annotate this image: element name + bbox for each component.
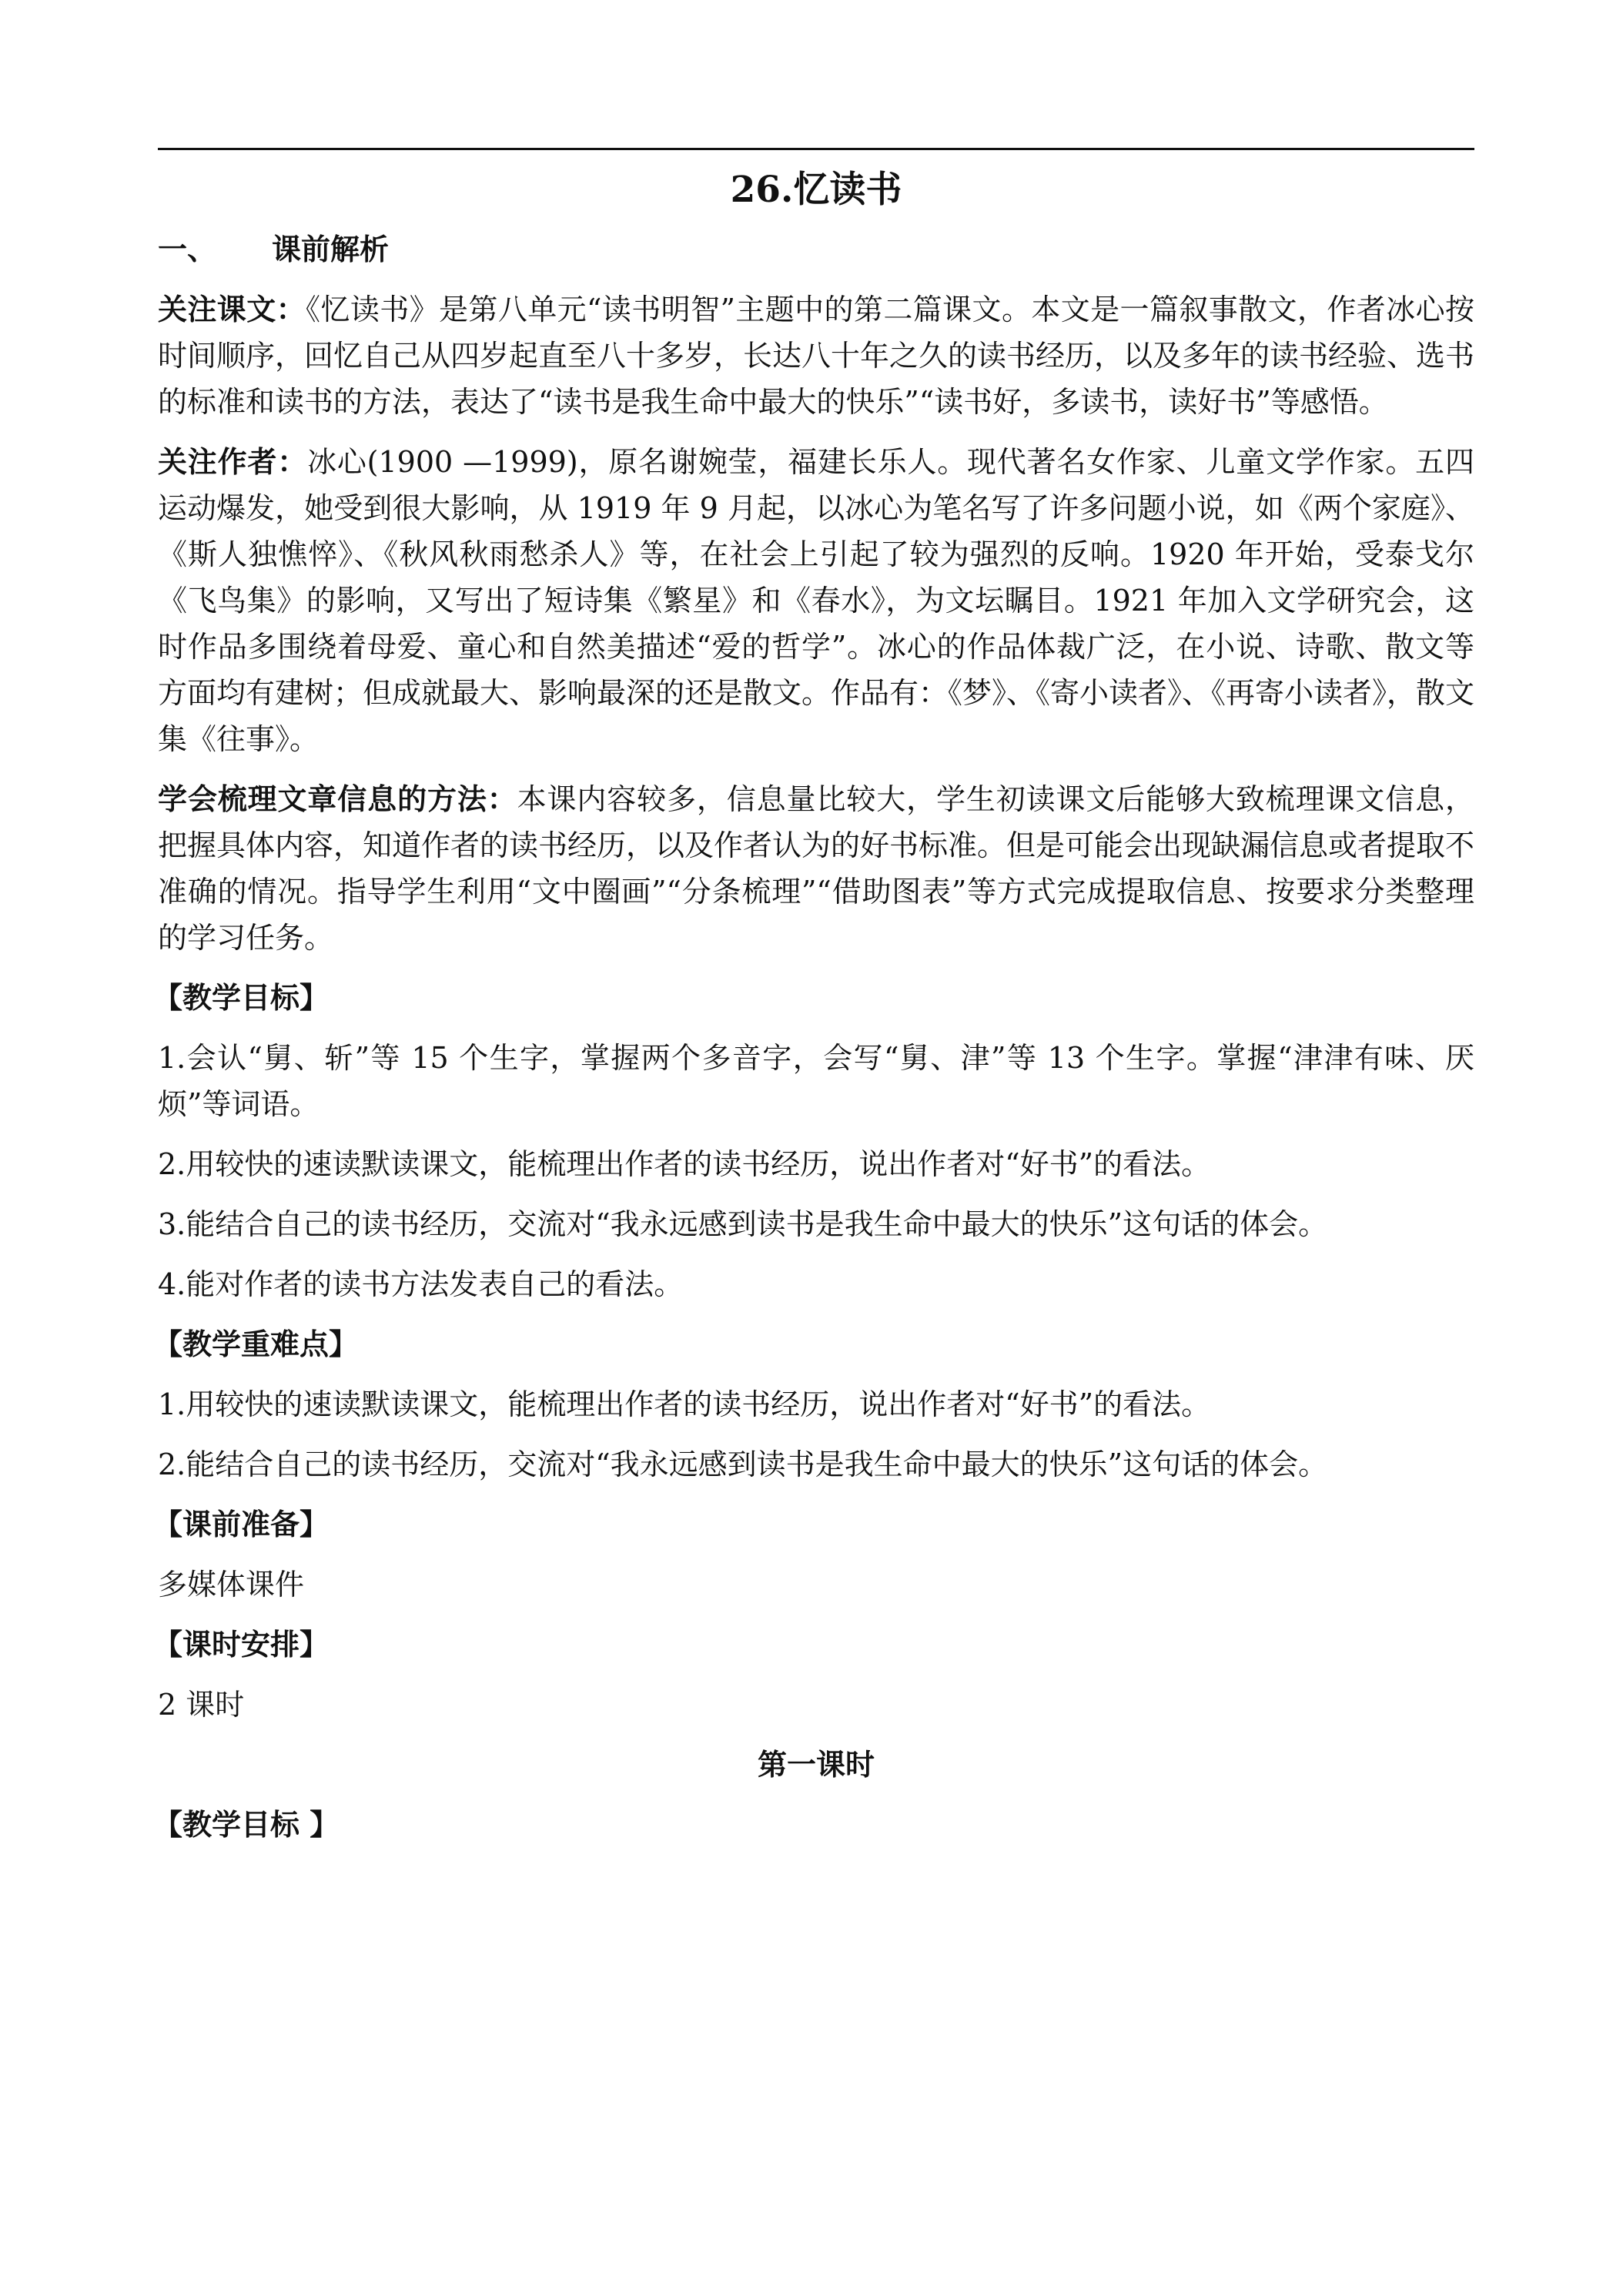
section-label: 课前解析 [272, 232, 390, 266]
teaching-goals-heading: 【教学目标】 [153, 980, 330, 1015]
paragraph-focus-text [158, 286, 1474, 425]
paragraph-focus-author [158, 439, 1474, 762]
key-point-item: 2.能结合自己的读书经历，交流对“我永远感到读书是我生命中最大的快乐”这句话的体会。 [158, 1448, 1328, 1481]
paragraph-lead: 关注作者： [158, 444, 308, 479]
paragraph-lead: 学会梳理文章信息的方法： [158, 782, 517, 816]
section-heading-pre-class-analysis [158, 226, 1474, 273]
teaching-goal-item: 1.会认“舅、斩”等 15 个生字，掌握两个多音字，会写“舅、津”等 13 个生字。掌握“津津有味、厌烦”等词语。 [158, 1041, 1474, 1121]
paragraph-info-method [158, 776, 1474, 961]
schedule-heading: 【课时安排】 [153, 1627, 330, 1662]
paragraph-text: 本课内容较多，信息量比较大，学生初读课文后能够大致梳理课文信息，把握具体内容，知道作者的读书经历，以及作者认为的好书标准。但是可能会出现缺漏信息或者提取不准确的情况。指导学生利用“文中圈画”“分条梳理”“借助图表”等方式完成提取信息、按要求分类整理的学习任务。 [158, 782, 1475, 955]
section-number: 一、 [158, 232, 217, 266]
paragraph-lead: 关注课文： [158, 292, 306, 326]
teaching-goal-item: 2.用较快的速读默读课文，能梳理出作者的读书经历，说出作者对“好书”的看法。 [158, 1147, 1211, 1181]
teaching-goal-item: 4.能对作者的读书方法发表自己的看法。 [158, 1267, 684, 1301]
key-points-heading: 【教学重难点】 [153, 1327, 359, 1361]
document-body [153, 226, 1475, 1848]
preparation-heading: 【课前准备】 [153, 1507, 330, 1541]
header-rule [158, 148, 1474, 150]
lesson-one-goals-heading: 【教学目标 】 [153, 1807, 340, 1842]
preparation-text: 多媒体课件 [158, 1568, 305, 1602]
paragraph-text: 冰心(1900 —1999)，原名谢婉莹，福建长乐人。现代著名女作家、儿童文学作家。五四运动爆发，她受到很大影响，从 1919 年 9 月起，以冰心为笔名写了许多问题小说，如《两个家庭》、《斯人独憔悴》、《秋风秋雨愁杀人》等，在社会上引起了较为强烈的反响。1920 年开始，受泰戈尔《飞鸟集》的影响，又写出了短诗集《繁星》和《春水》，为文坛瞩目。1921 年加入文学研究会，这时作品多围绕着母爱、童心和自然美描述“爱的哲学”。冰心的作品体裁广泛，在小说、诗歌、散文等方面均有建树；但成就最大、影响最深的还是散文。作品有：《梦》、《寄小读者》、《再寄小读者》，散文集《往事》。 [158, 445, 1475, 756]
lesson-one-heading: 第一课时 [757, 1747, 875, 1782]
paragraph-text: 《忆读书》是第八单元“读书明智”主题中的第二篇课文。本文是一篇叙事散文，作者冰心按时间顺序，回忆自己从四岁起直至八十多岁，长达八十年之久的读书经历，以及多年的读书经验、选书的标准和读书的方法，表达了“读书是我生命中最大的快乐”“读书好，多读书，读好书”等感悟。 [158, 293, 1475, 419]
teaching-goal-item: 3.能结合自己的读书经历，交流对“我永远感到读书是我生命中最大的快乐”这句话的体会。 [158, 1207, 1328, 1241]
key-point-item: 1.用较快的速读默读课文，能梳理出作者的读书经历，说出作者对“好书”的看法。 [158, 1387, 1211, 1421]
document-page [153, 0, 1475, 2296]
document-title: 26.忆读书 [730, 169, 902, 211]
schedule-text: 2 课时 [158, 1688, 245, 1722]
